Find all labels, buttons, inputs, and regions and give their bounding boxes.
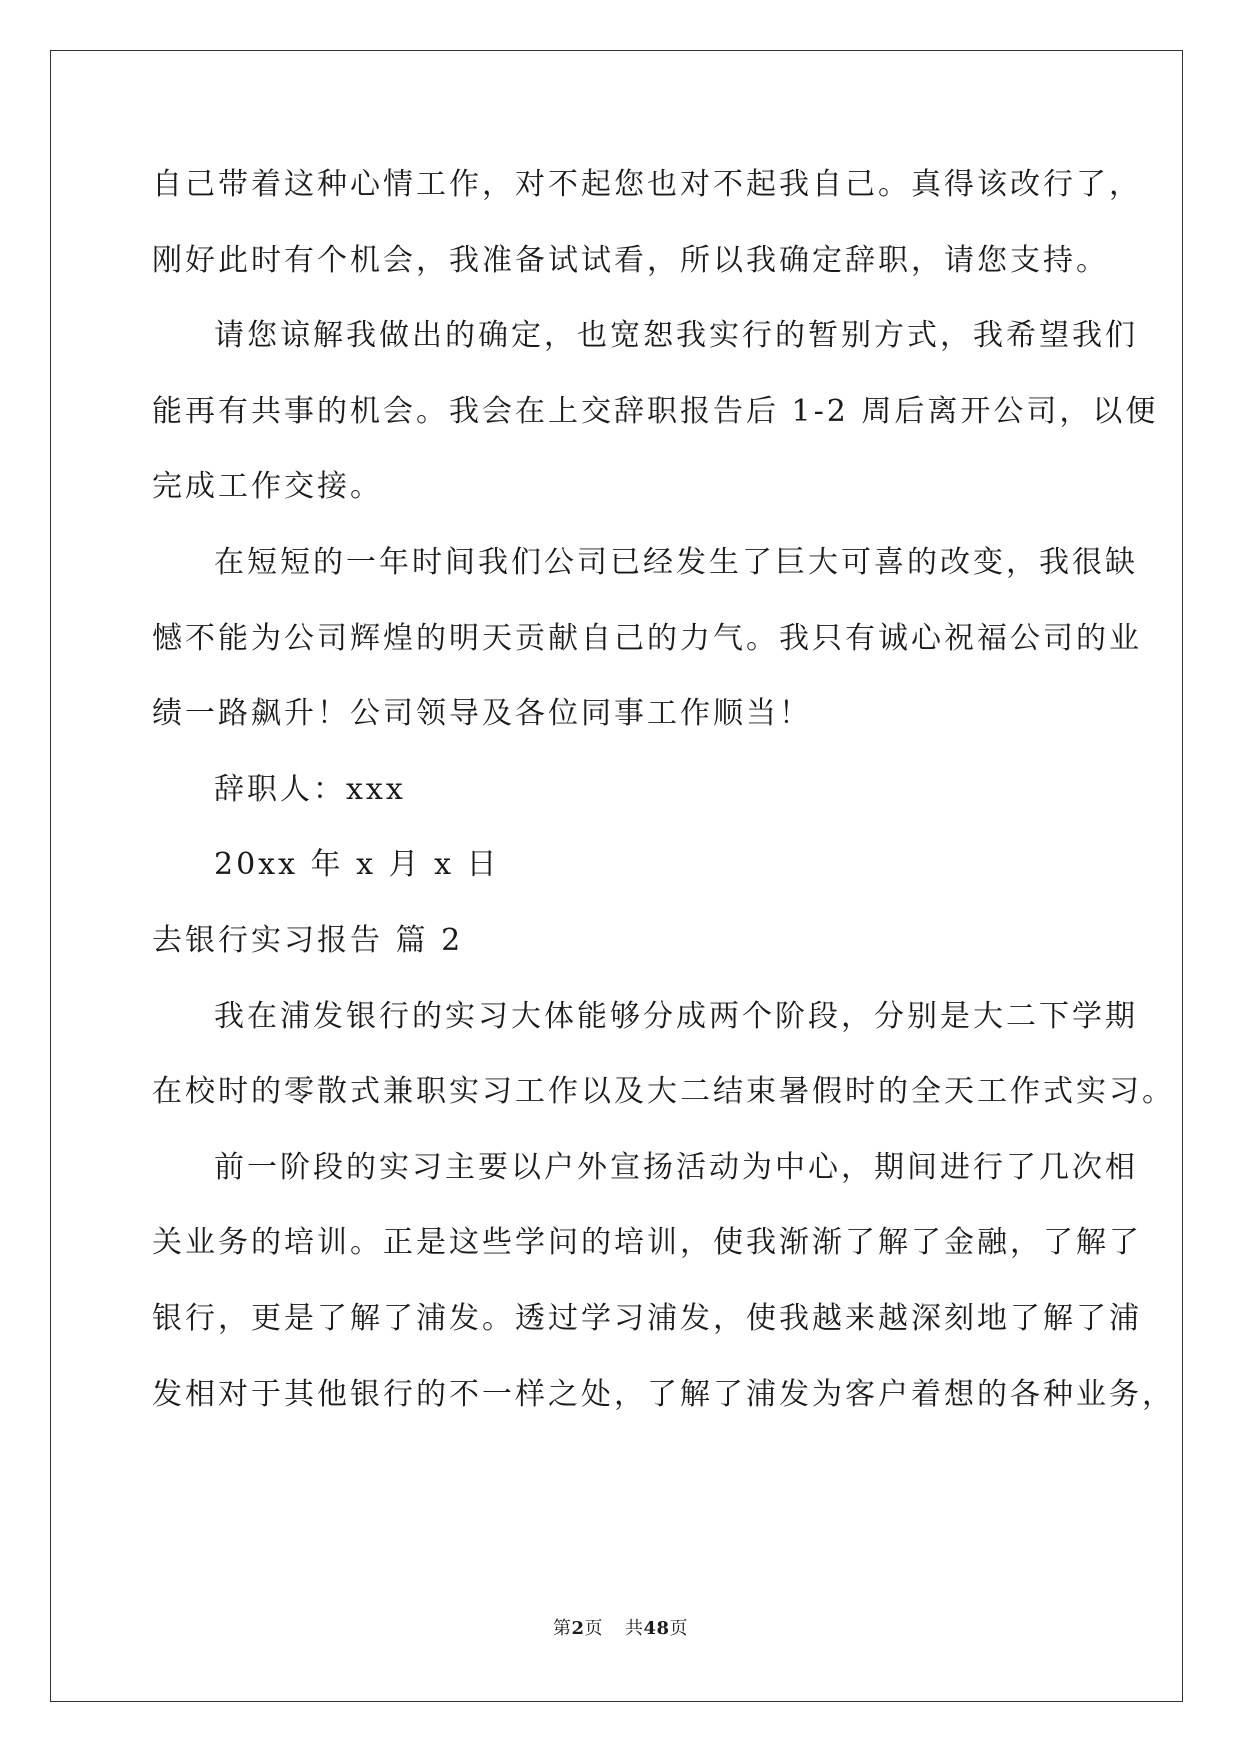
- text-line: 关业务的培训。正是这些学问的培训，使我渐渐了解了金融，了解了: [152, 1225, 1142, 1261]
- text-line: 在短短的一年时间我们公司已经发生了巨大可喜的改变，我很缺: [214, 544, 1138, 580]
- signature-line: 辞职人：xxx: [214, 771, 406, 807]
- text-line: 在校时的零散式兼职实习工作以及大二结束暑假时的全天工作式实习。: [152, 1074, 1175, 1110]
- date-line: 20xx 年 x 月 x 日: [214, 847, 500, 883]
- text-line: 发相对于其他银行的不一样之处，了解了浦发为客户着想的各种业务，: [152, 1376, 1175, 1412]
- text-line: 憾不能为公司辉煌的明天贡献自己的力气。我只有诚心祝福公司的业: [152, 620, 1142, 656]
- text-line: 刚好此时有个机会，我准备试试看，所以我确定辞职，请您支持。: [152, 242, 1109, 278]
- page-number: 2: [571, 1618, 585, 1639]
- text-line: 完成工作交接。: [152, 469, 383, 505]
- text-line: 自己带着这种心情工作，对不起您也对不起我自己。真得该改行了，: [152, 167, 1142, 202]
- text-line: 能再有共事的机会。我会在上交辞职报告后 1-2 周后离开公司，以便: [152, 393, 1159, 429]
- text-line: 银行，更是了解了浦发。透过学习浦发，使我越来越深刻地了解了浦: [152, 1300, 1142, 1336]
- section-heading: 去银行实习报告 篇 2: [152, 922, 464, 958]
- total-pages: 48: [643, 1618, 670, 1639]
- document-body: [152, 158, 1175, 1443]
- page-footer: [0, 1614, 1241, 1640]
- page-suffix: 页: [584, 1618, 603, 1639]
- text-line: 我在浦发银行的实习大体能够分成两个阶段，分别是大二下学期: [214, 998, 1138, 1034]
- text-line: 请您谅解我做出的确定，也宽恕我实行的暂别方式，我希望我们: [214, 318, 1138, 354]
- total-prefix: 共: [624, 1618, 644, 1639]
- text-line: 前一阶段的实习主要以户外宣扬活动为中心，期间进行了几次相: [214, 1149, 1138, 1185]
- page-prefix: 第: [552, 1618, 572, 1639]
- total-suffix: 页: [669, 1618, 689, 1639]
- text-line: 绩一路飙升！公司领导及各位同事工作顺当！: [152, 696, 812, 732]
